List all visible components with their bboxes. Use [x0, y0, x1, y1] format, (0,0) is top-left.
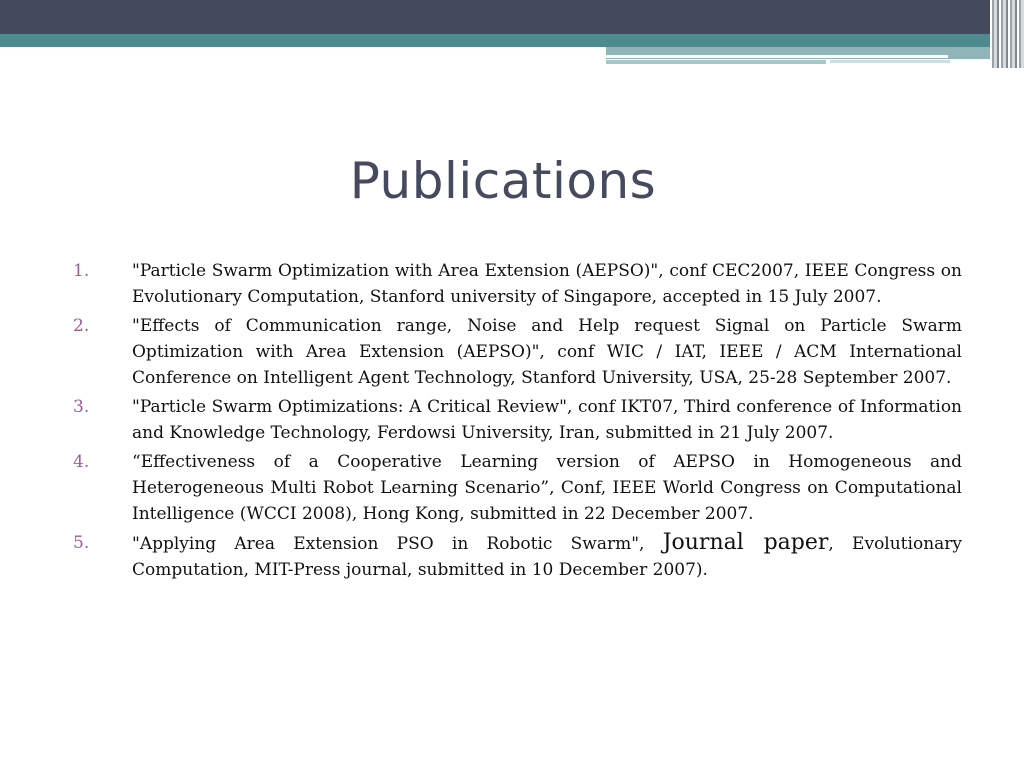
publication-item-5 [0, 530, 1024, 583]
journal-paper-emphasis: Journal paper [662, 530, 829, 555]
publication-text: "Particle Swarm Optimization with Area Extension (AEPSO)", conf CEC2007, IEEE Congress on Evolutionary Computation, Stanford university of Singapore, accepted in 15 July 2007. [132, 261, 962, 307]
header-dark-band [0, 0, 1024, 34]
publication-text-start: "Applying Area Extension PSO in Robotic Swarm", [132, 534, 663, 554]
header-white-line [606, 55, 948, 58]
header-teal-band [0, 34, 1024, 47]
publication-number: 3. [73, 397, 90, 417]
publication-text: "Effects of Communication range, Noise and Help request Signal on Particle Swarm Optimization with Area Extension (AEPSO)", conf WIC / IAT, IEEE / ACM International Conference on Intelligent Agent Technology, Stanford University, USA, 25-28 September 2007. [132, 316, 962, 388]
publication-item-2 [0, 313, 1024, 391]
publication-item-3 [0, 394, 1024, 446]
publication-item-1 [0, 258, 1024, 310]
publication-number: 5. [73, 533, 90, 553]
slide-title: Publications [349, 152, 657, 210]
publication-text-end: , Evolutionary Computation, MIT-Press journal, submitted in 10 December 2007). [132, 534, 963, 580]
publication-item-4 [0, 449, 1024, 527]
publication-number: 4. [73, 452, 90, 472]
publication-number: 1. [73, 261, 90, 281]
header-vertical-stripes [990, 0, 1024, 68]
header-light-bar-secondary [830, 60, 950, 63]
publication-text: “Effectiveness of a Cooperative Learning version of AEPSO in Homogeneous and Heterogeneous Multi Robot Learning Scenario”, Conf, IEEE World Congress on Computational Intelligence (WCCI 2008), Hong Kong, submitted in 22 December 2007. [132, 452, 962, 524]
publication-text: "Particle Swarm Optimizations: A Critical Review", conf IKT07, Third conference of Information and Knowledge Technology, Ferdowsi University, Iran, submitted in 21 July 2007. [132, 397, 962, 443]
header-light-bar [606, 60, 826, 64]
publication-text [132, 530, 962, 583]
publication-number: 2. [73, 316, 90, 336]
publication-list [0, 258, 1024, 586]
